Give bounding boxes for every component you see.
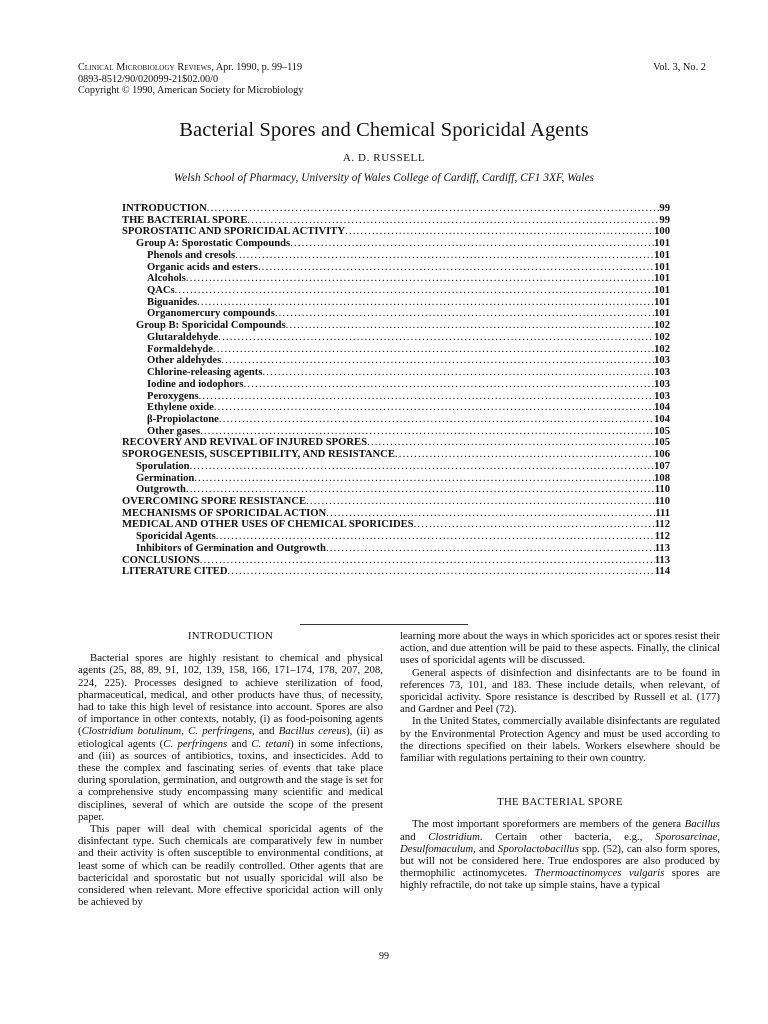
toc-entry-label: Organic acids and esters — [147, 261, 258, 273]
toc-entry — [122, 426, 670, 438]
toc-leader-dots — [258, 262, 654, 274]
toc-entry-label: OVERCOMING SPORE RESISTANCE — [122, 495, 307, 507]
toc-leader-dots — [262, 367, 654, 379]
toc-entry-page: 106 — [654, 449, 670, 461]
author-affiliation: Welsh School of Pharmacy, University of Wales College of Cardiff, Cardiff, CF1 3XF, Wales — [173, 172, 595, 184]
toc-entry-label: Formaldehyde — [147, 343, 213, 355]
toc-entry-label: SPOROSTATIC AND SPORICIDAL ACTIVITY — [122, 226, 346, 238]
toc-entry-label: SPOROGENESIS, SUSCEPTIBILITY, AND RESISTANCE — [122, 449, 395, 461]
toc-entry-label: β-Propiolactone — [147, 413, 219, 425]
toc-entry-page: 103 — [654, 355, 670, 367]
citation-details: , Apr. 1990, p. 99–119 — [211, 62, 303, 73]
toc-leader-dots — [218, 332, 654, 344]
toc-entry — [122, 543, 670, 555]
toc-entry — [122, 320, 670, 332]
toc-entry-page: 105 — [654, 437, 670, 449]
toc-entry-page: 101 — [654, 296, 670, 308]
right-column — [400, 630, 720, 892]
toc-entry-page: 101 — [654, 261, 670, 273]
toc-entry-label: Outgrowth — [136, 484, 186, 496]
toc-entry — [122, 379, 670, 391]
toc-entry — [122, 531, 670, 543]
toc-entry — [122, 344, 670, 356]
toc-leader-dots — [197, 297, 654, 309]
toc-entry — [122, 473, 670, 485]
toc-leader-dots — [186, 273, 654, 285]
toc-leader-dots — [186, 484, 655, 496]
section-divider — [300, 624, 468, 625]
toc-leader-dots — [326, 508, 655, 520]
issn-line: 0893-8512/90/020099-21$02.00/0 — [78, 73, 219, 85]
toc-entry-label: CONCLUSIONS — [122, 554, 200, 566]
toc-entry-label: Organomercury compounds — [147, 308, 275, 320]
body-paragraph: learning more about the ways in which sporicides act or spores resist their action, and due attention will be paid to these aspects. Finally, the clinical uses of sporicidal agents will be discussed. — [400, 630, 720, 667]
toc-entry — [122, 555, 670, 567]
toc-entry-page: 100 — [654, 226, 670, 238]
toc-leader-dots — [190, 461, 655, 473]
toc-entry-page: 113 — [654, 542, 670, 554]
toc-entry — [122, 519, 670, 531]
toc-entry-page: 101 — [654, 285, 670, 297]
toc-entry — [122, 262, 670, 274]
toc-leader-dots — [326, 543, 655, 555]
journal-name: Clinical Microbiology Reviews — [78, 62, 212, 73]
toc-entry-page: 103 — [654, 367, 670, 379]
toc-entry-label: Group B: Sporicidal Compounds — [136, 320, 286, 332]
toc-leader-dots — [290, 238, 654, 250]
toc-entry-label: Iodine and iodophors — [147, 378, 244, 390]
toc-entry-page: 107 — [654, 460, 670, 472]
toc-leader-dots — [207, 203, 660, 215]
toc-entry — [122, 391, 670, 403]
toc-entry-label: Phenols and cresols — [147, 249, 236, 261]
toc-entry-label: MEDICAL AND OTHER USES OF CHEMICAL SPORICIDES — [122, 519, 414, 531]
toc-entry — [122, 297, 670, 309]
toc-entry-label: Ethylene oxide — [147, 402, 214, 414]
body-paragraph: The most important sporeformers are members of the genera Bacillus and Clostridium. Certain other bacteria, e.g., Sporosarcinae, Desulfomaculum, and Sporolactobacillus spp. (52), can also form spores, but will not be considered here. True endospores are also produced by thermophilic actinomycetes. Thermoactinomyces vulgaris spores are highly refractile, do not take up simple stains, have a typical — [400, 818, 720, 892]
toc-entry — [122, 273, 670, 285]
toc-entry-label: Other gases — [147, 425, 201, 437]
body-paragraph: General aspects of disinfection and disinfectants are to be found in references 73, 101, and 183. These include details, when relevant, of sporicidal activity. Spore resistance is described by Russell et al. (177) and Gardner and Peel (72). — [400, 666, 720, 716]
toc-leader-dots — [345, 226, 654, 238]
journal-header — [78, 62, 303, 97]
toc-entry — [122, 508, 670, 520]
toc-entry — [122, 355, 670, 367]
toc-entry-page: 101 — [654, 249, 670, 261]
toc-entry — [122, 496, 670, 508]
table-of-contents — [122, 203, 670, 578]
toc-entry-page: 104 — [654, 402, 670, 414]
toc-entry-page: 101 — [654, 308, 670, 320]
toc-entry-page: 101 — [654, 238, 670, 250]
toc-entry-page: 110 — [654, 484, 670, 496]
toc-entry — [122, 449, 670, 461]
toc-entry-label: Alcohols — [147, 273, 186, 285]
toc-entry-label: Group A: Sporostatic Compounds — [136, 238, 291, 250]
toc-entry-page: 102 — [654, 343, 670, 355]
toc-entry — [122, 332, 670, 344]
toc-entry-page: 102 — [654, 320, 670, 332]
toc-entry — [122, 402, 670, 414]
toc-entry-label: Glutaraldehyde — [147, 331, 219, 343]
toc-entry-page: 102 — [654, 331, 670, 343]
toc-entry-label: Other aldehydes — [147, 355, 222, 367]
toc-entry-label: Peroxygens — [147, 390, 199, 402]
toc-entry-page: 99 — [659, 203, 670, 214]
toc-entry-page: 103 — [654, 378, 670, 390]
toc-entry-page: 111 — [655, 507, 670, 519]
toc-entry — [122, 285, 670, 297]
toc-entry-label: RECOVERY AND REVIVAL OF INJURED SPORES — [122, 437, 367, 449]
toc-entry-label: Biguanides — [147, 296, 198, 308]
toc-leader-dots — [219, 414, 654, 426]
toc-entry — [122, 367, 670, 379]
toc-leader-dots — [221, 355, 654, 367]
toc-entry — [122, 308, 670, 320]
toc-entry-label: Inhibitors of Germination and Outgrowth — [136, 542, 326, 554]
toc-entry-page: 110 — [654, 495, 670, 507]
toc-entry-label: Chlorine-releasing agents — [147, 367, 263, 379]
toc-entry-label: Sporicidal Agents — [136, 531, 216, 543]
section-heading-introduction: INTRODUCTION — [187, 630, 274, 642]
toc-entry — [122, 414, 670, 426]
toc-entry — [122, 250, 670, 262]
citation-line — [78, 62, 303, 74]
toc-leader-dots — [214, 402, 654, 414]
toc-leader-dots — [216, 531, 655, 543]
toc-entry — [122, 215, 670, 227]
toc-entry — [122, 484, 670, 496]
volume-label: Vol. 3, No. 2 — [653, 62, 706, 73]
toc-entry-page: 101 — [654, 273, 670, 285]
toc-entry — [122, 203, 670, 215]
toc-leader-dots — [200, 555, 655, 567]
toc-leader-dots — [213, 344, 654, 356]
toc-leader-dots — [194, 473, 654, 485]
toc-entry-label: QACs — [147, 285, 175, 297]
toc-entry — [122, 566, 670, 578]
toc-leader-dots — [275, 308, 654, 320]
toc-entry-label: MECHANISMS OF SPORICIDAL ACTION — [122, 507, 327, 519]
toc-entry-label: THE BACTERIAL SPORE — [122, 214, 248, 226]
toc-leader-dots — [395, 449, 654, 461]
toc-entry-label: LITERATURE CITED — [122, 566, 228, 578]
toc-leader-dots — [227, 566, 654, 578]
toc-entry-page: 104 — [654, 413, 670, 425]
toc-entry-page: 99 — [659, 214, 670, 226]
toc-leader-dots — [199, 391, 655, 403]
toc-entry-page: 114 — [654, 566, 670, 578]
toc-entry-page: 103 — [654, 390, 670, 402]
toc-entry-page: 108 — [654, 472, 670, 484]
toc-entry-label: INTRODUCTION — [122, 203, 207, 214]
toc-entry — [122, 461, 670, 473]
toc-leader-dots — [367, 437, 654, 449]
toc-entry — [122, 238, 670, 250]
toc-entry-label: Germination — [136, 472, 195, 484]
toc-entry-page: 112 — [654, 531, 670, 543]
toc-entry-page: 113 — [654, 554, 670, 566]
toc-leader-dots — [235, 250, 654, 262]
toc-leader-dots — [414, 519, 655, 531]
toc-leader-dots — [247, 215, 659, 227]
toc-leader-dots — [306, 496, 655, 508]
section-heading-bacterial-spore: THE BACTERIAL SPORE — [497, 796, 623, 809]
author-name: A. D. RUSSELL — [342, 152, 426, 164]
toc-entry-label: Sporulation — [136, 460, 190, 472]
toc-entry-page: 112 — [654, 519, 670, 531]
body-paragraph: This paper will deal with chemical sporicidal agents of the disinfectant type. Such chemicals are comparatively few in number and their activity is often susceptible to environmental conditions, at least some of which can be readily controlled. Other agents that are bactericidal and sporostatic but not usually sporicidal will also be considered when relevant. More effective sporicidal action will only be achieved by — [78, 823, 383, 909]
toc-leader-dots — [244, 379, 655, 391]
body-paragraph: In the United States, commercially available disinfectants are regulated by the Environmental Protection Agency and must be used according to the directions specified on their labels. Workers elsewhere should be familiar with regulations pertaining to their own country. — [400, 715, 720, 765]
toc-leader-dots — [175, 285, 654, 297]
toc-entry — [122, 226, 670, 238]
page-number: 99 — [379, 951, 389, 962]
toc-entry-page: 105 — [654, 425, 670, 437]
toc-leader-dots — [286, 320, 654, 332]
copyright-line: Copyright © 1990, American Society for Microbiology — [78, 85, 304, 97]
toc-leader-dots — [200, 426, 654, 438]
toc-entry — [122, 437, 670, 449]
left-column — [78, 630, 383, 908]
body-paragraph: Bacterial spores are highly resistant to chemical and physical agents (25, 88, 89, 91, 102, 139, 158, 166, 171–174, 178, 207, 208, 224, 225). Processes designed to achieve sterilization of food, pharmaceutical, medical, and other products have thus, of necessity, had to take this high level of resistance into account. Spores are also of importance in other contexts, notably, (i) as food-poisoning agents (Clostridium botulinum, C. perfringens, and Bacillus cereus), (ii) as etiological agents (C. perfringens and C. tetani) in some infections, and (iii) as sources of antibiotics, toxins, and insecticides. Add to these the complex and fascinating series of events that take place during sporulation, germination, and outgrowth and the stage is set for a comprehensive study encompassing many scientific and medical disciplines, several of which are outside the scope of the present paper. — [78, 652, 383, 823]
article-title: Bacterial Spores and Chemical Sporicidal Agents — [179, 119, 589, 141]
